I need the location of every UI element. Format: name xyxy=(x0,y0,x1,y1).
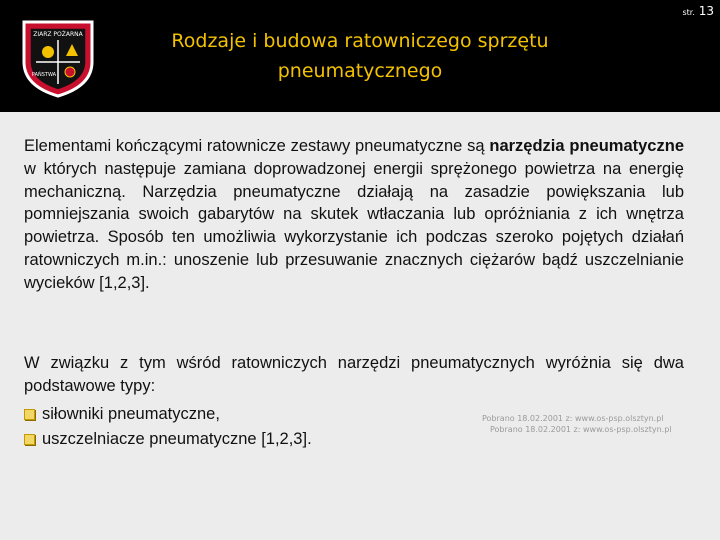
paragraph-intro-text-start: Elementami kończącymi ratownicze zestawy pneumatyczne są xyxy=(24,137,490,155)
square-bullet-icon xyxy=(24,409,35,420)
paragraph-intro xyxy=(24,135,684,295)
header-bar xyxy=(0,0,720,112)
paragraph-intro-bold-term: narzędzia pneumatyczne xyxy=(489,137,684,155)
list-item-text: siłowniki pneumatyczne, xyxy=(42,405,220,423)
square-bullet-icon xyxy=(24,434,35,445)
types-list xyxy=(24,402,312,452)
page-number xyxy=(682,4,714,18)
list-item xyxy=(24,427,312,452)
slide-title-line1: Rodzaje i budowa ratowniczego sprzętu xyxy=(171,30,549,52)
svg-text:ZIARZ POŻARNA: ZIARZ POŻARNA xyxy=(33,31,83,38)
list-item xyxy=(24,402,312,427)
slide-title xyxy=(110,26,610,86)
paragraph-intro-text-end: w których następuje zamiana doprowadzonej energii sprężonego powietrza na energię mechaniczną. Narzędzia pneumatyczne działają na zasadzie powiększania lub pomniejszania swoich gabarytów na skutek wtłaczania lub opróżniania z ich wnętrza powietrza. Sposób ten umożliwia wykorzystanie ich podczas szeroko pojętych działań ratowniczych m.in.: unoszenie lub przesuwanie znacznych ciężarów bądź uszczelnianie wycieków [1,2,3]. xyxy=(24,159,684,292)
page-number-value: 13 xyxy=(698,4,714,18)
fire-brigade-emblem-icon xyxy=(18,18,98,98)
watermark-text: Pobrano 18.02.2001 z: www.os-psp.olsztyn.pl xyxy=(482,414,664,423)
slide-title-line2: pneumatycznego xyxy=(277,60,443,82)
watermark-text: Pobrano 18.02.2001 z: www.os-psp.olsztyn.pl xyxy=(490,425,672,434)
list-item-text: uszczelniacze pneumatyczne [1,2,3]. xyxy=(42,430,312,448)
paragraph-types: W związku z tym wśród ratowniczych narzędzi pneumatycznych wyróżnia się dwa podstawowe typy: xyxy=(24,354,684,395)
page-label: str. xyxy=(682,8,695,17)
svg-text:PAŃSTWA: PAŃSTWA xyxy=(31,72,57,78)
